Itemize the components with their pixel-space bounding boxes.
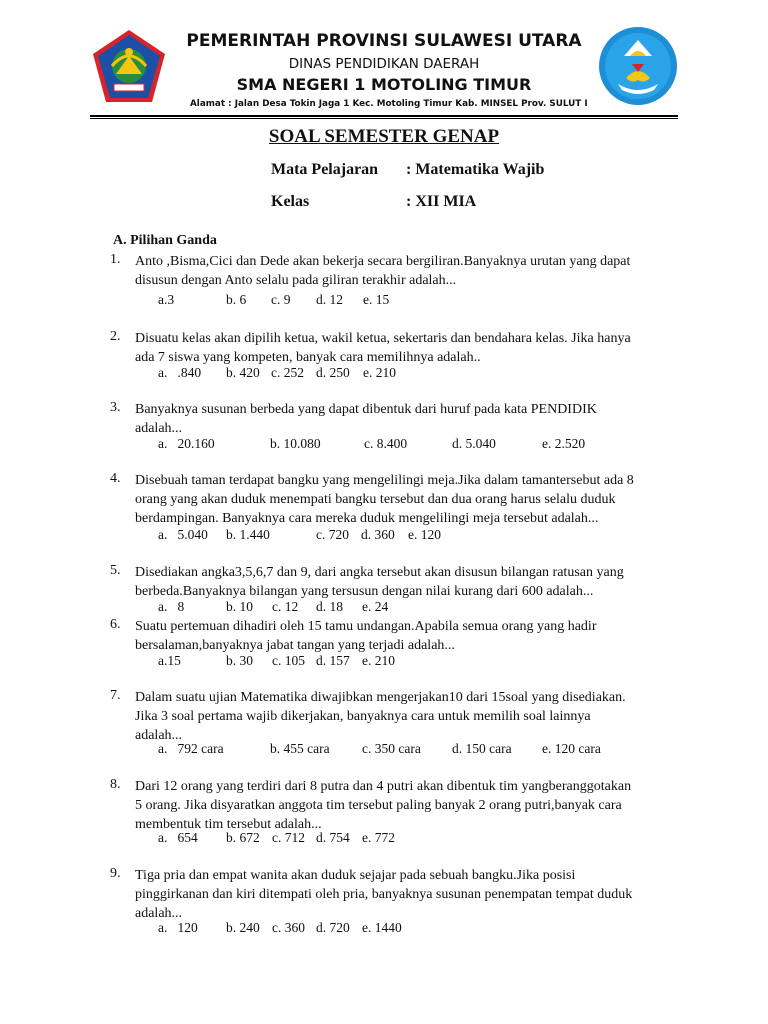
answer-option-b: b. 6 <box>226 292 247 307</box>
answer-option-c: c. 9 <box>271 292 291 307</box>
answer-option-c: c. 350 cara <box>362 741 421 756</box>
answer-option-d: d. 150 cara <box>452 741 512 756</box>
answer-option-d: d. 754 <box>316 830 350 845</box>
header-government-name: PEMERINTAH PROVINSI SULAWESI UTARA <box>186 31 582 51</box>
answer-option-e: e. 24 <box>362 599 389 614</box>
question-number: 9. <box>110 866 121 881</box>
answer-option-c: c. 720 <box>316 527 349 542</box>
answer-option-e: e. 2.520 <box>542 436 586 451</box>
answer-option-d: d. 157 <box>316 653 350 668</box>
question-number: 3. <box>110 400 121 415</box>
header-department-name: DINAS PENDIDIKAN DAERAH <box>288 56 480 72</box>
question-number: 5. <box>110 563 121 578</box>
class-label: Kelas <box>271 193 310 210</box>
question-number: 6. <box>110 617 121 632</box>
answer-option-d: d. 12 <box>316 292 343 307</box>
header-address: Alamat : Jalan Desa Tokin Jaga 1 Kec. Motoling Timur Kab. MINSEL Prov. SULUT I <box>190 99 588 109</box>
question-number: 4. <box>110 471 121 486</box>
answer-option-a: a.15 <box>158 653 181 668</box>
answer-option-e: e. 120 cara <box>542 741 601 756</box>
answer-option-a: a. .840 <box>158 365 202 380</box>
question-number: 1. <box>110 252 121 267</box>
answer-option-a: a. 5.040 <box>158 527 208 542</box>
question-text: Tiga pria dan empat wanita akan duduk sejajar pada sebuah bangku.Jika posisi pinggirkanan dan kiri ditempati oleh pria, banyaknya susunan penempatan tempat duduk adalah... <box>135 868 633 921</box>
answer-option-b: b. 455 cara <box>270 741 330 756</box>
answer-option-b: b. 672 <box>226 830 260 845</box>
question-text: Suatu pertemuan dihadiri oleh 15 tamu undangan.Apabila semua orang yang hadir bersalaman,banyaknya jabat tangan yang terjadi adalah... <box>135 619 597 653</box>
question-text: Anto ,Bisma,Cici dan Dede akan bekerja secara bergiliran.Banyaknya urutan yang dapat disusun dengan Anto selalu pada giliran terakhir adalah... <box>135 254 631 288</box>
answer-option-d: d. 360 <box>361 527 395 542</box>
answer-option-b: b. 10 <box>226 599 253 614</box>
subject-label: Mata Pelajaran <box>271 161 379 178</box>
question-text: Dari 12 orang yang terdiri dari 8 putra dan 4 putri akan dibentuk tim yangberanggotakan 5 orang. Jika disyaratkan anggota tim tersebut paling banyak 2 orang putri,banyak cara membentuk tim tersebut adalah... <box>135 779 632 832</box>
answer-option-d: d. 720 <box>316 920 350 935</box>
answer-option-e: e. 210 <box>362 653 395 668</box>
answer-option-d: d. 5.040 <box>452 436 496 451</box>
answer-option-b: b. 240 <box>226 920 260 935</box>
question-text: Disebuah taman terdapat bangku yang mengelilingi meja.Jika dalam tamantersebut ada 8 orang yang akan duduk menempati bangku tersebut dan dua orang harus selalu duduk berdampingan. Banyaknya cara mereka duduk mengelilingi meja tersebut adalah... <box>135 473 634 526</box>
answer-option-c: c. 712 <box>272 830 305 845</box>
answer-option-b: b. 10.080 <box>270 436 321 451</box>
answer-option-e: e. 210 <box>363 365 396 380</box>
question-text: Dalam suatu ujian Matematika diwajibkan mengerjakan10 dari 15soal yang disediakan. Jika 3 soal pertama wajib dikerjakan, banyaknya cara untuk memilih soal lainnya adalah... <box>135 690 626 743</box>
answer-option-a: a. 8 <box>158 599 185 614</box>
answer-option-b: b. 420 <box>226 365 260 380</box>
header-divider-thick <box>90 115 678 117</box>
header-school-name: SMA NEGERI 1 MOTOLING TIMUR <box>236 75 532 94</box>
answer-option-c: c. 105 <box>272 653 305 668</box>
answer-option-a: a. 20.160 <box>158 436 215 451</box>
header-divider-thin <box>90 118 678 119</box>
answer-option-c: c. 252 <box>271 365 304 380</box>
answer-option-a: a. 792 cara <box>158 741 224 756</box>
question-number: 8. <box>110 777 121 792</box>
answer-option-a: a. 654 <box>158 830 198 845</box>
answer-option-e: e. 120 <box>408 527 441 542</box>
question-text: Disuatu kelas akan dipilih ketua, wakil ketua, sekertaris dan bendahara kelas. Jika hanya ada 7 siswa yang kompeten, banyak cara memilihnya adalah.. <box>135 331 631 365</box>
answer-option-e: e. 772 <box>362 830 395 845</box>
answer-option-b: b. 1.440 <box>226 527 270 542</box>
answer-option-e: e. 15 <box>363 292 390 307</box>
answer-option-c: c. 12 <box>272 599 299 614</box>
answer-option-b: b. 30 <box>226 653 253 668</box>
answer-option-d: d. 250 <box>316 365 350 380</box>
subject-value: : Matematika Wajib <box>406 161 545 178</box>
question-number: 2. <box>110 329 121 344</box>
exam-title: SOAL SEMESTER GENAP <box>268 126 500 147</box>
question-text: Disediakan angka3,5,6,7 dan 9, dari angka tersebut akan disusun bilangan ratusan yang berbeda.Banyaknya bilangan yang tersusun dengan nilai kurang dari 600 adalah... <box>135 565 624 599</box>
answer-option-c: c. 8.400 <box>364 436 408 451</box>
answer-option-a: a. 120 <box>158 920 198 935</box>
question-number: 7. <box>110 688 121 703</box>
class-value: : XII MIA <box>406 193 477 210</box>
answer-option-e: e. 1440 <box>362 920 402 935</box>
answer-option-c: c. 360 <box>272 920 305 935</box>
answer-option-a: a.3 <box>158 292 175 307</box>
question-text: Banyaknya susunan berbeda yang dapat dibentuk dari huruf pada kata PENDIDIK adalah... <box>135 402 597 436</box>
answer-option-d: d. 18 <box>316 599 343 614</box>
section-heading: A. Pilihan Ganda <box>113 233 217 248</box>
